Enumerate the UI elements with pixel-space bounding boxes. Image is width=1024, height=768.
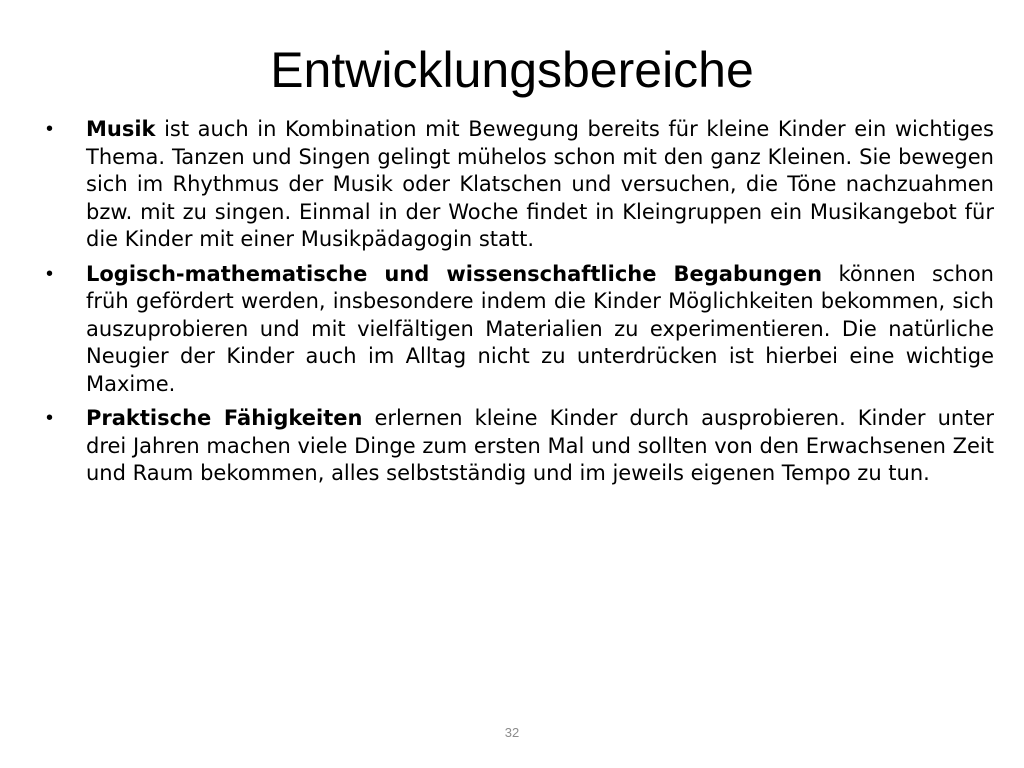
bullet-item-logic [40, 261, 994, 399]
bullet-text-logic: können schon früh gefördert werden, insbesondere indem die Kinder Möglichkeiten bekommen, sich auszuprobieren und mit vielfältigen Materialien zu experimentieren. Die natürliche Neugier der Kinder auch im Alltag nicht zu unterdrücken ist hierbei eine wichtige Maxime. [86, 261, 994, 396]
bullet-dot-icon: • [46, 118, 54, 140]
bullet-item-practical [40, 405, 994, 488]
bullet-list [40, 116, 994, 495]
bullet-dot-icon: • [46, 407, 54, 429]
slide-title: Entwicklungsbereiche [270, 42, 754, 98]
slide-number: 32 [504, 725, 520, 740]
bullet-lead-practical: Praktische Fähigkeiten [86, 406, 363, 430]
bullet-item-music [40, 116, 994, 254]
bullet-lead-music: Musik [86, 117, 156, 141]
bullet-text-practical: erlernen kleine Kinder durch ausprobieren. Kinder unter drei Jahren machen viele Dinge zum ersten Mal und sollten von den Erwachsenen Zeit und Raum bekommen, alles selbstständig und im jeweils eigenen Tempo zu tun. [86, 406, 994, 485]
bullet-lead-logic: Logisch-mathematische und wissenschaftliche Begabungen [86, 261, 823, 286]
bullet-text-music: ist auch in Kombination mit Bewegung bereits für kleine Kinder ein wichtiges Thema. Tanzen und Singen gelingt mühelos schon mit den ganz Kleinen. Sie bewegen sich im Rhythmus der Musik oder Klatschen und versuchen, die Töne nachzuahmen bzw. mit zu singen. Einmal in der Woche findet in Kleingruppen ein Musikangebot für die Kinder mit einer Musikpädagogin statt. [86, 117, 994, 251]
bullet-dot-icon: • [46, 262, 54, 285]
